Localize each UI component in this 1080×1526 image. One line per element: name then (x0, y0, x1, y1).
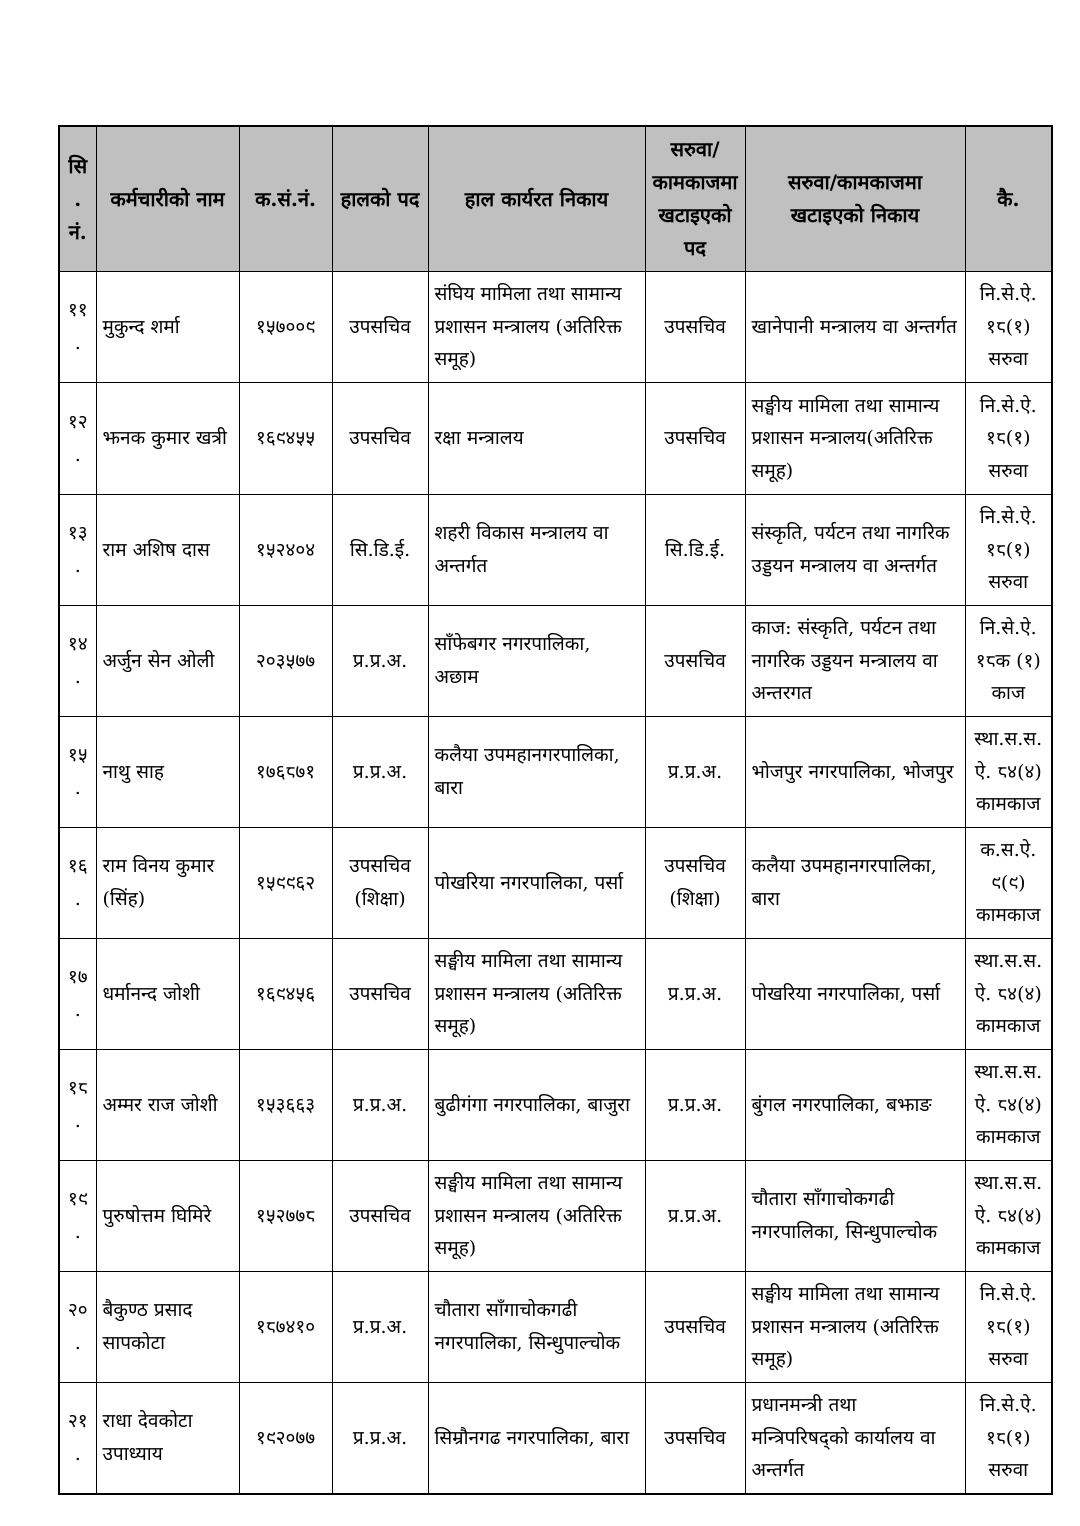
table-row (59, 717, 1052, 828)
table-header-row (59, 126, 1052, 272)
cell-emp-no: १६९४५६ (239, 939, 332, 1050)
cell-assigned-office: बुंगल नगरपालिका, बझाङ (745, 1050, 965, 1161)
cell-assigned-post: उपसचिव (645, 1272, 745, 1383)
cell-assigned-post: प्र.प्र.अ. (645, 717, 745, 828)
cell-remarks: नि.से.ऐ. १८क (१) काज (965, 606, 1052, 717)
cell-current-post: उपसचिव (332, 272, 428, 383)
cell-current-office: शहरी विकास मन्त्रालय वा अन्तर्गत (428, 495, 645, 606)
cell-name: अर्जुन सेन ओली (96, 606, 239, 717)
cell-assigned-post: प्र.प्र.अ. (645, 1161, 745, 1272)
header-assigned-post: सरुवा/ कामकाजमा खटाइएको पद (645, 126, 745, 272)
table-row (59, 1050, 1052, 1161)
header-remarks: कै. (965, 126, 1052, 272)
cell-current-post: उपसचिव (332, 383, 428, 495)
table-row (59, 606, 1052, 717)
table-row (59, 828, 1052, 939)
cell-emp-no: १५३६६३ (239, 1050, 332, 1161)
cell-emp-no: २०३५७७ (239, 606, 332, 717)
cell-current-post: सि.डि.ई. (332, 495, 428, 606)
cell-remarks: स्था.स.स.ऐ. ८४(४) कामकाज (965, 717, 1052, 828)
cell-remarks: स्था.स.स.ऐ. ८४(४) कामकाज (965, 1050, 1052, 1161)
cell-sn: ११. (59, 272, 96, 383)
table-body (59, 272, 1052, 1495)
table-row (59, 495, 1052, 606)
cell-name: मुकुन्द शर्मा (96, 272, 239, 383)
cell-assigned-post: उपसचिव (645, 1383, 745, 1495)
table-row (59, 1383, 1052, 1495)
cell-current-post: प्र.प्र.अ. (332, 1272, 428, 1383)
cell-current-office: कलैया उपमहानगरपालिका, बारा (428, 717, 645, 828)
cell-current-office: बुढीगंगा नगरपालिका, बाजुरा (428, 1050, 645, 1161)
cell-assigned-office: खानेपानी मन्त्रालय वा अन्तर्गत (745, 272, 965, 383)
cell-current-office: साँफेबगर नगरपालिका, अछाम (428, 606, 645, 717)
cell-remarks: नि.से.ऐ. १८(१) सरुवा (965, 1272, 1052, 1383)
table-row (59, 272, 1052, 383)
header-employee-name: कर्मचारीको नाम (96, 126, 239, 272)
cell-current-post: प्र.प्र.अ. (332, 606, 428, 717)
cell-name: राम अशिष दास (96, 495, 239, 606)
cell-emp-no: १७६८७१ (239, 717, 332, 828)
cell-assigned-office: काज: संस्कृति, पर्यटन तथा नागरिक उड्डयन मन्त्रालय वा अन्तरगत (745, 606, 965, 717)
cell-current-post: उपसचिव (332, 939, 428, 1050)
cell-remarks: क.स.ऐ. ९(९) कामकाज (965, 828, 1052, 939)
header-current-office: हाल कार्यरत निकाय (428, 126, 645, 272)
cell-current-office: रक्षा मन्त्रालय (428, 383, 645, 495)
cell-name: राम विनय कुमार (सिंह) (96, 828, 239, 939)
cell-current-office: संघिय मामिला तथा सामान्य प्रशासन मन्त्रालय (अतिरिक्त समूह) (428, 272, 645, 383)
cell-emp-no: १६९४५५ (239, 383, 332, 495)
cell-sn: १८. (59, 1050, 96, 1161)
cell-current-office: चौतारा साँगाचोकगढी नगरपालिका, सिन्धुपाल्चोक (428, 1272, 645, 1383)
cell-current-post: प्र.प्र.अ. (332, 717, 428, 828)
table-row (59, 1272, 1052, 1383)
cell-assigned-post: प्र.प्र.अ. (645, 939, 745, 1050)
cell-assigned-office: संस्कृति, पर्यटन तथा नागरिक उड्डयन मन्त्रालय वा अन्तर्गत (745, 495, 965, 606)
cell-emp-no: १५२७७८ (239, 1161, 332, 1272)
cell-current-post: प्र.प्र.अ. (332, 1383, 428, 1495)
cell-name: अम्मर राज जोशी (96, 1050, 239, 1161)
cell-remarks: नि.से.ऐ. १८(१) सरुवा (965, 383, 1052, 495)
table-row (59, 383, 1052, 495)
header-assigned-office: सरुवा/कामकाजमा खटाइएको निकाय (745, 126, 965, 272)
cell-sn: १४. (59, 606, 96, 717)
table-row (59, 1161, 1052, 1272)
cell-current-office: पोखरिया नगरपालिका, पर्सा (428, 828, 645, 939)
cell-assigned-office: चौतारा साँगाचोकगढी नगरपालिका, सिन्धुपाल्चोक (745, 1161, 965, 1272)
cell-sn: २०. (59, 1272, 96, 1383)
cell-assigned-office: सङ्घीय मामिला तथा सामान्य प्रशासन मन्त्रालय(अतिरिक्त समूह) (745, 383, 965, 495)
cell-emp-no: १५९९६२ (239, 828, 332, 939)
cell-remarks: स्था.स.स.ऐ. ८४(४) कामकाज (965, 939, 1052, 1050)
cell-assigned-post: उपसचिव (शिक्षा) (645, 828, 745, 939)
cell-current-office: सङ्घीय मामिला तथा सामान्य प्रशासन मन्त्रालय (अतिरिक्त समूह) (428, 1161, 645, 1272)
cell-remarks: नि.से.ऐ. १८(१) सरुवा (965, 1383, 1052, 1495)
cell-sn: १६. (59, 828, 96, 939)
cell-sn: २१. (59, 1383, 96, 1495)
cell-current-post: प्र.प्र.अ. (332, 1050, 428, 1161)
cell-assigned-post: सि.डि.ई. (645, 495, 745, 606)
cell-name: धर्मानन्द जोशी (96, 939, 239, 1050)
cell-assigned-office: भोजपुर नगरपालिका, भोजपुर (745, 717, 965, 828)
cell-emp-no: १५७००९ (239, 272, 332, 383)
cell-sn: १५. (59, 717, 96, 828)
cell-name: राधा देवकोटा उपाध्याय (96, 1383, 239, 1495)
cell-sn: १७. (59, 939, 96, 1050)
cell-sn: १९. (59, 1161, 96, 1272)
cell-assigned-office: पोखरिया नगरपालिका, पर्सा (745, 939, 965, 1050)
cell-assigned-office: कलैया उपमहानगरपालिका, बारा (745, 828, 965, 939)
cell-assigned-post: उपसचिव (645, 272, 745, 383)
cell-remarks: नि.से.ऐ. १८(१) सरुवा (965, 272, 1052, 383)
cell-current-office: सिम्रौनगढ नगरपालिका, बारा (428, 1383, 645, 1495)
cell-name: नाथु साह (96, 717, 239, 828)
cell-name: पुरुषोत्तम घिमिरे (96, 1161, 239, 1272)
employee-transfer-table (58, 125, 1053, 1495)
cell-remarks: नि.से.ऐ. १८(१) सरुवा (965, 495, 1052, 606)
cell-emp-no: १५२४०४ (239, 495, 332, 606)
cell-current-post: उपसचिव (शिक्षा) (332, 828, 428, 939)
cell-name: बैकुण्ठ प्रसाद सापकोटा (96, 1272, 239, 1383)
cell-assigned-office: प्रधानमन्त्री तथा मन्त्रिपरिषद्को कार्यालय वा अन्तर्गत (745, 1383, 965, 1495)
cell-assigned-post: प्र.प्र.अ. (645, 1050, 745, 1161)
cell-emp-no: १८७४१० (239, 1272, 332, 1383)
cell-assigned-post: उपसचिव (645, 606, 745, 717)
cell-emp-no: १९२०७७ (239, 1383, 332, 1495)
header-current-post: हालको पद (332, 126, 428, 272)
cell-assigned-office: सङ्घीय मामिला तथा सामान्य प्रशासन मन्त्रालय (अतिरिक्त समूह) (745, 1272, 965, 1383)
cell-sn: १३. (59, 495, 96, 606)
header-serial-number: सि. नं. (59, 126, 96, 272)
cell-name: झनक कुमार खत्री (96, 383, 239, 495)
table-row (59, 939, 1052, 1050)
cell-remarks: स्था.स.स.ऐ. ८४(४) कामकाज (965, 1161, 1052, 1272)
header-employee-number: क.सं.नं. (239, 126, 332, 272)
cell-current-post: उपसचिव (332, 1161, 428, 1272)
cell-current-office: सङ्घीय मामिला तथा सामान्य प्रशासन मन्त्रालय (अतिरिक्त समूह) (428, 939, 645, 1050)
cell-sn: १२. (59, 383, 96, 495)
cell-assigned-post: उपसचिव (645, 383, 745, 495)
